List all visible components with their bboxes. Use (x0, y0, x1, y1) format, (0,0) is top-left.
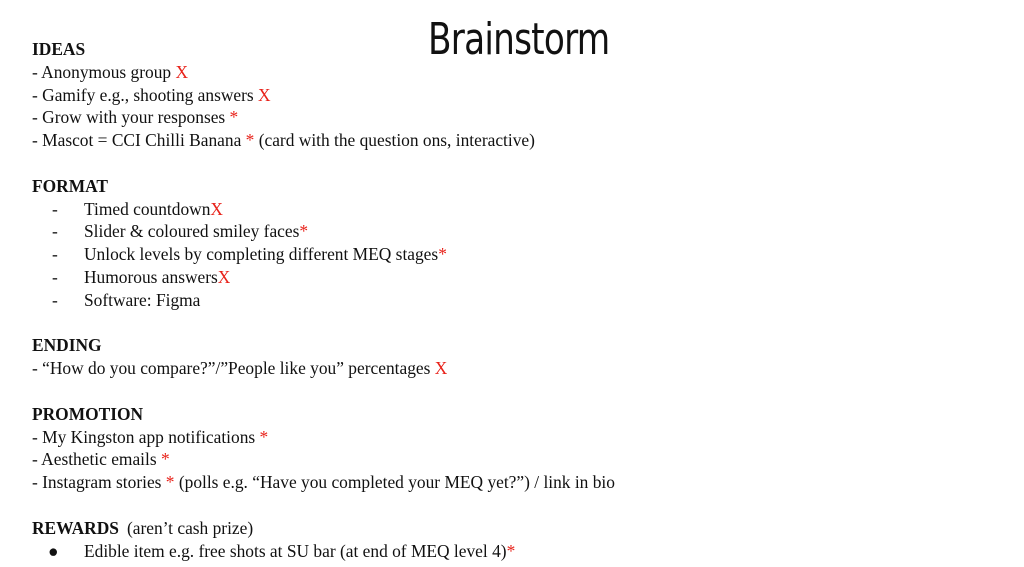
list-item: ● Edible item e.g. free shots at SU bar (at end of MEQ level 4) * (32, 540, 992, 563)
approve-mark: * (229, 107, 239, 128)
list-item: - Slider & coloured smiley faces * (32, 220, 992, 243)
dash-bullet: - (52, 198, 58, 219)
section-heading-note: (aren’t cash prize) (126, 517, 254, 538)
dash-bullet: - (52, 244, 58, 265)
section-heading-label: ENDING (32, 335, 102, 356)
reject-mark: X (210, 198, 223, 219)
reject-mark: X (434, 358, 448, 379)
section-heading-label: PROMOTION (32, 403, 144, 424)
section-heading-format (32, 175, 992, 198)
approve-mark: * (245, 130, 255, 151)
list-item: - Anonymous group X (32, 61, 189, 82)
approve-mark: * (438, 244, 447, 265)
dash-bullet: - (52, 266, 58, 287)
reject-mark: X (217, 266, 231, 287)
section-heading-label: FORMAT (32, 175, 108, 196)
approve-mark: * (259, 426, 269, 447)
list-item: - Humorous answers X (32, 266, 992, 289)
section-heading-promotion (32, 403, 992, 426)
list-item: - My Kingston app notifications * (32, 426, 269, 447)
section-heading-ending (32, 334, 992, 357)
approve-mark: * (506, 540, 516, 561)
section-heading-label: REWARDS (32, 517, 119, 538)
list-item: - Unlock levels by completing different MEQ stages * (32, 243, 992, 266)
section-heading-label: IDEAS (32, 39, 86, 59)
dash-bullet: - (52, 221, 58, 242)
brainstorm-body (32, 38, 992, 562)
list-item: - Timed countdown X (32, 198, 992, 221)
spacer (32, 152, 992, 175)
list-item: - Instagram stories * (polls e.g. “Have you completed your MEQ yet?”) / link in bio (32, 472, 615, 493)
approve-mark: * (299, 221, 309, 242)
reject-mark: X (258, 84, 271, 105)
section-heading-ideas (32, 38, 992, 61)
list-item: - Gamify e.g., shooting answers X (32, 84, 271, 105)
spacer (32, 380, 992, 403)
list-item: - Software: Figma (32, 289, 992, 312)
approve-mark: * (160, 449, 170, 470)
dot-bullet: ● (48, 540, 59, 561)
reject-mark: X (175, 61, 189, 82)
list-item: - “How do you compare?”/”People like you” percentages X (32, 358, 448, 379)
list-item: - Aesthetic emails * (32, 449, 170, 470)
list-item: - Mascot = CCI Chilli Banana * (card with the question ons, interactive) (32, 130, 535, 151)
section-heading-rewards (32, 517, 992, 540)
list-item: - Grow with your responses * (32, 107, 239, 128)
slide-title: Brainstorm (428, 14, 610, 65)
spacer (32, 312, 992, 335)
dash-bullet: - (52, 289, 58, 310)
spacer (32, 494, 992, 517)
approve-mark: * (165, 472, 175, 493)
